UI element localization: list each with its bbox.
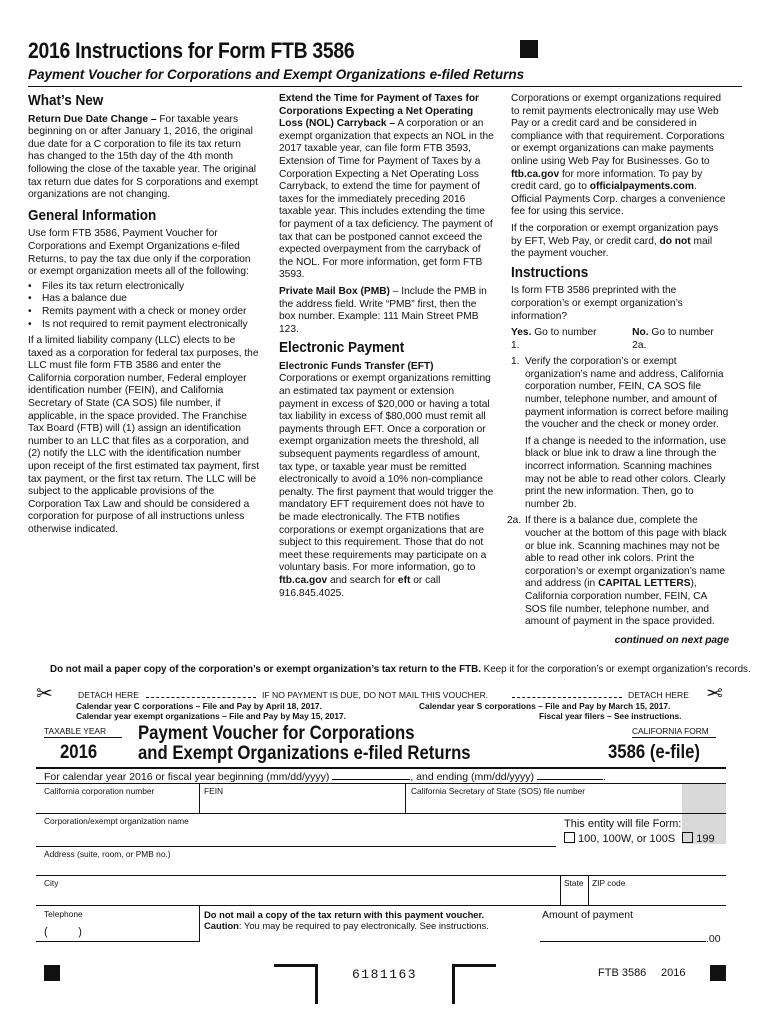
will-file-label: This entity will file Form: bbox=[564, 818, 682, 830]
no-text: Go to number 2a. bbox=[632, 327, 714, 351]
period-and: , and ending (mm/dd/yyyy) bbox=[410, 771, 535, 783]
scissors-icon: ✂ bbox=[36, 683, 53, 705]
eft-label: Electronic Funds Transfer (EFT) bbox=[279, 360, 434, 372]
form-100-label: 100, 100W, or 100S bbox=[578, 833, 676, 845]
ftb-link[interactable]: ftb.ca.gov bbox=[511, 168, 560, 180]
dash-line bbox=[146, 697, 256, 698]
period-text: For calendar year 2016 or fiscal year beginning (mm/dd/yyyy) bbox=[44, 771, 330, 783]
california-form-label: CALIFORNIA FORM bbox=[632, 726, 709, 736]
column-3 bbox=[507, 93, 729, 651]
fiscal-note: Fiscal year filers – See instructions. bbox=[539, 711, 682, 721]
zip-field[interactable] bbox=[592, 889, 722, 903]
grid-rule bbox=[36, 813, 726, 814]
column-2 bbox=[279, 93, 495, 604]
capital-letters-text: CAPITAL LETTERS bbox=[598, 578, 691, 590]
caution-notice bbox=[204, 920, 489, 931]
instructions-heading: Instructions bbox=[511, 263, 589, 281]
fein-label: FEIN bbox=[204, 786, 224, 796]
grid-divider bbox=[588, 875, 589, 905]
grid-divider bbox=[199, 905, 200, 941]
header-rule bbox=[28, 86, 742, 87]
rdd-text: For taxable years beginning on or after January 1, 2016, the original due date for a C corporation to file its tax return has changed to the 15th day of the 4th month following the close of the taxable year. The original tax return due dates for S corporations and exempt organizations are not changing. bbox=[28, 113, 258, 201]
bullet-text: Remits payment with a check or money order bbox=[42, 305, 247, 317]
bullet-item: • Files its tax return electronically bbox=[28, 280, 185, 292]
grid-rule bbox=[36, 875, 726, 876]
registration-mark-bottom-left bbox=[44, 965, 60, 981]
eft-text: or call 916.845.4025. bbox=[279, 574, 441, 599]
grid-divider bbox=[560, 875, 561, 905]
nol-label: Extend the Time for Payment of Taxes for Corporations Expecting a Net Operating Loss (NOL) Carryback – bbox=[279, 93, 480, 130]
sos-field[interactable] bbox=[411, 797, 671, 811]
city-field[interactable] bbox=[44, 889, 554, 903]
eft-text: and search for bbox=[327, 574, 398, 586]
grid-divider bbox=[199, 783, 200, 813]
address-field[interactable] bbox=[44, 860, 724, 874]
form-199-checkbox[interactable] bbox=[682, 832, 693, 843]
name-field[interactable] bbox=[44, 828, 544, 844]
cal-c-deadline: Calendar year C corporations – File and Pay by April 18, 2017. bbox=[76, 701, 322, 711]
official-payments-link[interactable]: officialpayments.com bbox=[589, 181, 694, 193]
address-label: Address (suite, room, or PMB no.) bbox=[44, 849, 171, 859]
step-text: Verify the corporation’s or exempt organization’s name and address, California corporation number, FEIN, CA SOS file number, telephone number, and amount of payment information is correct before mailing the voucher and the check or money order. bbox=[525, 356, 729, 431]
grid-rule bbox=[36, 941, 200, 942]
window-bracket-right bbox=[452, 964, 496, 1004]
rdd-label: Return Due Date Change – bbox=[28, 113, 157, 125]
step-text: If there is a balance due, complete the voucher at the bottom of this page with black or blue ink. Scanning machines may not be able to read other ink colors. Print the corporation’s or exempt organization’s name and address (in bbox=[525, 515, 727, 590]
eft-search-term: eft bbox=[397, 574, 411, 586]
no-payment-notice: IF NO PAYMENT IS DUE, DO NOT MAIL THIS VOUCHER. bbox=[262, 690, 489, 700]
registration-mark-top bbox=[520, 40, 538, 58]
yes-text: Go to number 1. bbox=[511, 327, 597, 351]
window-bracket-left bbox=[274, 964, 318, 1004]
pmb-paragraph bbox=[279, 286, 495, 336]
footer-year: 2016 bbox=[661, 967, 686, 979]
state-label: State bbox=[564, 878, 584, 888]
no-option bbox=[632, 327, 729, 352]
instructions-question: Is form FTB 3586 preprinted with the corporation’s or exempt organization’s information? bbox=[511, 285, 683, 322]
caution-label: Caution bbox=[204, 920, 239, 931]
webpay-text: . Official Payments Corp. charges a convenience fee for using this service. bbox=[511, 181, 726, 218]
voucher-rule bbox=[36, 767, 726, 769]
nol-text: A corporation or an exempt organization that expects an NOL in the 2017 taxable year, can file form FTB 3593, Extension of Time for Payment of Taxes by a Corporation Expecting a Net Operating Loss Carryback, to extend the time for payment of taxes for the immediately preceding 2016 taxable year. This includes extending the time for payment of a tax deficiency. The payment of tax that can be postponed cannot exceed the expected overpayment from the carryback of the NOL. For more information, get form FTB 3593. bbox=[279, 118, 494, 281]
yes-label: Yes. bbox=[511, 327, 532, 339]
footer-form: FTB 3586 bbox=[598, 967, 647, 979]
eft-text: Corporations or exempt organizations remitting an estimated tax payment or extension payment in excess of $20,000 or having a total tax liability in excess of $80,000 must remit all payments through EFT. Once a corporation or exempt organization meets the threshold, all subsequent payments regardless of amount, tax type, or taxable year must be remitted electronically to avoid a 10% non-compliance penalty. The first payment that would trigger the mandatory EFT requirement does not have to be made electronically. The FTB notifies corporations or exempt organizations that are subject to this requirement. Those that do not meet these requirements may participate on a voluntary basis. For more information, go to bbox=[279, 373, 494, 574]
taxable-year-label: TAXABLE YEAR bbox=[44, 726, 107, 736]
voucher-title-line-1: Payment Voucher for Corporations bbox=[138, 723, 415, 744]
amount-cents: .00 bbox=[706, 933, 721, 945]
grid-rule bbox=[36, 905, 726, 906]
pmb-text: – Include the PMB in the address field. Write “PMB” first, then the box number. Example: 111 Main Street PMB 123. bbox=[279, 285, 487, 335]
do-not-text: do not bbox=[659, 235, 691, 247]
zip-label: ZIP code bbox=[592, 878, 626, 888]
dash-line bbox=[512, 697, 622, 698]
general-info-heading: General Information bbox=[28, 206, 157, 224]
eft-voucher-text: mail the payment voucher. bbox=[511, 235, 713, 260]
step-text: ), California corporation number, FEIN, CA SOS file number, telephone number, and amount of payment in the space provided. bbox=[525, 578, 715, 628]
grid-rule bbox=[36, 846, 556, 847]
page-title: 2016 Instructions for Form FTB 3586 bbox=[28, 38, 355, 63]
page-subtitle: Payment Voucher for Corporations and Exempt Organizations e-filed Returns bbox=[28, 67, 525, 82]
eft-voucher-paragraph bbox=[511, 223, 729, 261]
amount-label: Amount of payment bbox=[542, 909, 634, 921]
rule bbox=[632, 737, 716, 738]
detach-here-right: DETACH HERE bbox=[628, 690, 689, 700]
whats-new-heading: What’s New bbox=[28, 92, 104, 109]
eft-paragraph bbox=[279, 373, 495, 600]
voucher-year: 2016 bbox=[60, 742, 98, 763]
scan-line-number: 6181163 bbox=[352, 967, 418, 982]
continued-note: continued on next page bbox=[614, 634, 729, 646]
city-label: City bbox=[44, 878, 59, 888]
sos-label: California Secretary of State (SOS) file number bbox=[411, 786, 586, 796]
no-mail-return-notice: Do not mail a copy of the tax return with this payment voucher. bbox=[204, 909, 485, 920]
webpay-text: for more information. To pay by credit card, go to bbox=[511, 168, 703, 193]
ftb-link[interactable]: ftb.ca.gov bbox=[279, 574, 328, 586]
period-line: For calendar year 2016 or fiscal year beginning (mm/dd/yyyy) , and ending (mm/dd/yyyy) . bbox=[44, 771, 606, 783]
step-2a bbox=[507, 515, 729, 628]
caution-text: : You may be required to pay electronically. See instructions. bbox=[238, 920, 489, 931]
form-100-checkbox[interactable] bbox=[564, 832, 575, 843]
registration-mark-bottom-right bbox=[710, 965, 726, 981]
bullet-item: • Has a balance due bbox=[28, 293, 127, 305]
grid-divider bbox=[405, 783, 406, 813]
eft-voucher-text: If the corporation or exempt organization pays by EFT, Web Pay, or credit card, bbox=[511, 222, 719, 247]
webpay-paragraph bbox=[511, 93, 729, 219]
pmb-label: Private Mail Box (PMB) bbox=[279, 285, 390, 297]
do-not-mail-notice bbox=[50, 664, 751, 675]
rule bbox=[44, 737, 122, 738]
cal-exempt-deadline: Calendar year exempt organizations – File and Pay by May 15, 2017. bbox=[76, 711, 346, 721]
column-1 bbox=[28, 92, 260, 541]
scissors-icon: ✂ bbox=[706, 683, 723, 705]
corp-number-label: California corporation number bbox=[44, 786, 155, 796]
bullet-text: Files its tax return electronically bbox=[42, 280, 185, 292]
end-date-field[interactable] bbox=[537, 779, 603, 780]
electronic-payment-heading: Electronic Payment bbox=[279, 339, 405, 357]
yes-no-row bbox=[511, 327, 729, 352]
cal-s-deadline: Calendar year S corporations – File and Pay by March 15, 2017. bbox=[419, 701, 671, 711]
detach-here-left: DETACH HERE bbox=[78, 690, 139, 700]
bullet-item: • Is not required to remit payment electronically bbox=[28, 318, 248, 330]
state-field[interactable] bbox=[564, 889, 584, 903]
telephone-field[interactable]: ( ) bbox=[44, 926, 82, 938]
name-label: Corporation/exempt organization name bbox=[44, 816, 189, 826]
fein-field[interactable] bbox=[204, 797, 402, 811]
amount-field[interactable] bbox=[540, 924, 706, 942]
bullet-item: • Remits payment with a check or money order bbox=[28, 305, 247, 317]
form-options bbox=[564, 832, 715, 845]
telephone-label: Telephone bbox=[44, 909, 83, 919]
begin-date-field[interactable] bbox=[332, 779, 410, 780]
form-199-label: 199 bbox=[696, 833, 715, 845]
grid-rule bbox=[36, 783, 726, 784]
return-due-date-paragraph bbox=[28, 114, 260, 202]
yes-option bbox=[511, 327, 606, 352]
nol-paragraph bbox=[279, 93, 495, 282]
bullet-text: Has a balance due bbox=[42, 293, 127, 305]
llc-paragraph: If a limited liability company (LLC) elects to be taxed as a corporation for federal tax purposes, the LLC must file form FTB 3586 and enter the California corporation number, Federal employer identification number (FEIN), and California Secretary of State (CA SOS) file number, if applicable, in the space provided. The Franchise Tax Board (FTB) will (1) assign an identification number to an LLC that files as a corporation, and (2) notify the LLC with the identification number upon receipt of the first estimated tax payment, first tax payment, or the first tax return. The LLC will be subject to the applicable provisions of the Corporation Tax Law and should be considered a corporation for purpose of all instructions unless otherwise indicated. bbox=[28, 335, 260, 535]
bullet-text: Is not required to remit payment electronically bbox=[42, 318, 248, 330]
step-number: 2a. bbox=[507, 515, 522, 527]
notice-bold: Do not mail a paper copy of the corporation’s or exempt organization’s tax return to the FTB. bbox=[50, 664, 481, 675]
general-intro: Use form FTB 3586, Payment Voucher for Corporations and Exempt Organizations e-filed Returns, to pay the tax due only if the corporation or exempt organization meets all of the following: bbox=[28, 228, 251, 278]
step-1 bbox=[511, 356, 729, 432]
step-number: 1. bbox=[511, 356, 520, 368]
corp-number-field[interactable] bbox=[44, 797, 194, 811]
step-1-change: If a change is needed to the information, use black or blue ink to draw a line through the incorrect information. Scanning machines may not be able to read other colors. Clearly print the new information. Then, go to number 2b. bbox=[525, 435, 727, 510]
voucher-form-number: 3586 (e-file) bbox=[608, 742, 701, 763]
no-label: No. bbox=[632, 327, 649, 339]
notice-text: Keep it for the corporation’s or exempt organization’s records. bbox=[480, 664, 751, 675]
voucher-title-line-2: and Exempt Organizations e-filed Returns bbox=[138, 743, 471, 764]
webpay-text: Corporations or exempt organizations required to remit payments electronically may use Web Pay or a credit card and be considered in compliance with that requirement. Corporations or exempt organizations can make payments online using Web Pay for Businesses. Go to bbox=[511, 93, 725, 167]
